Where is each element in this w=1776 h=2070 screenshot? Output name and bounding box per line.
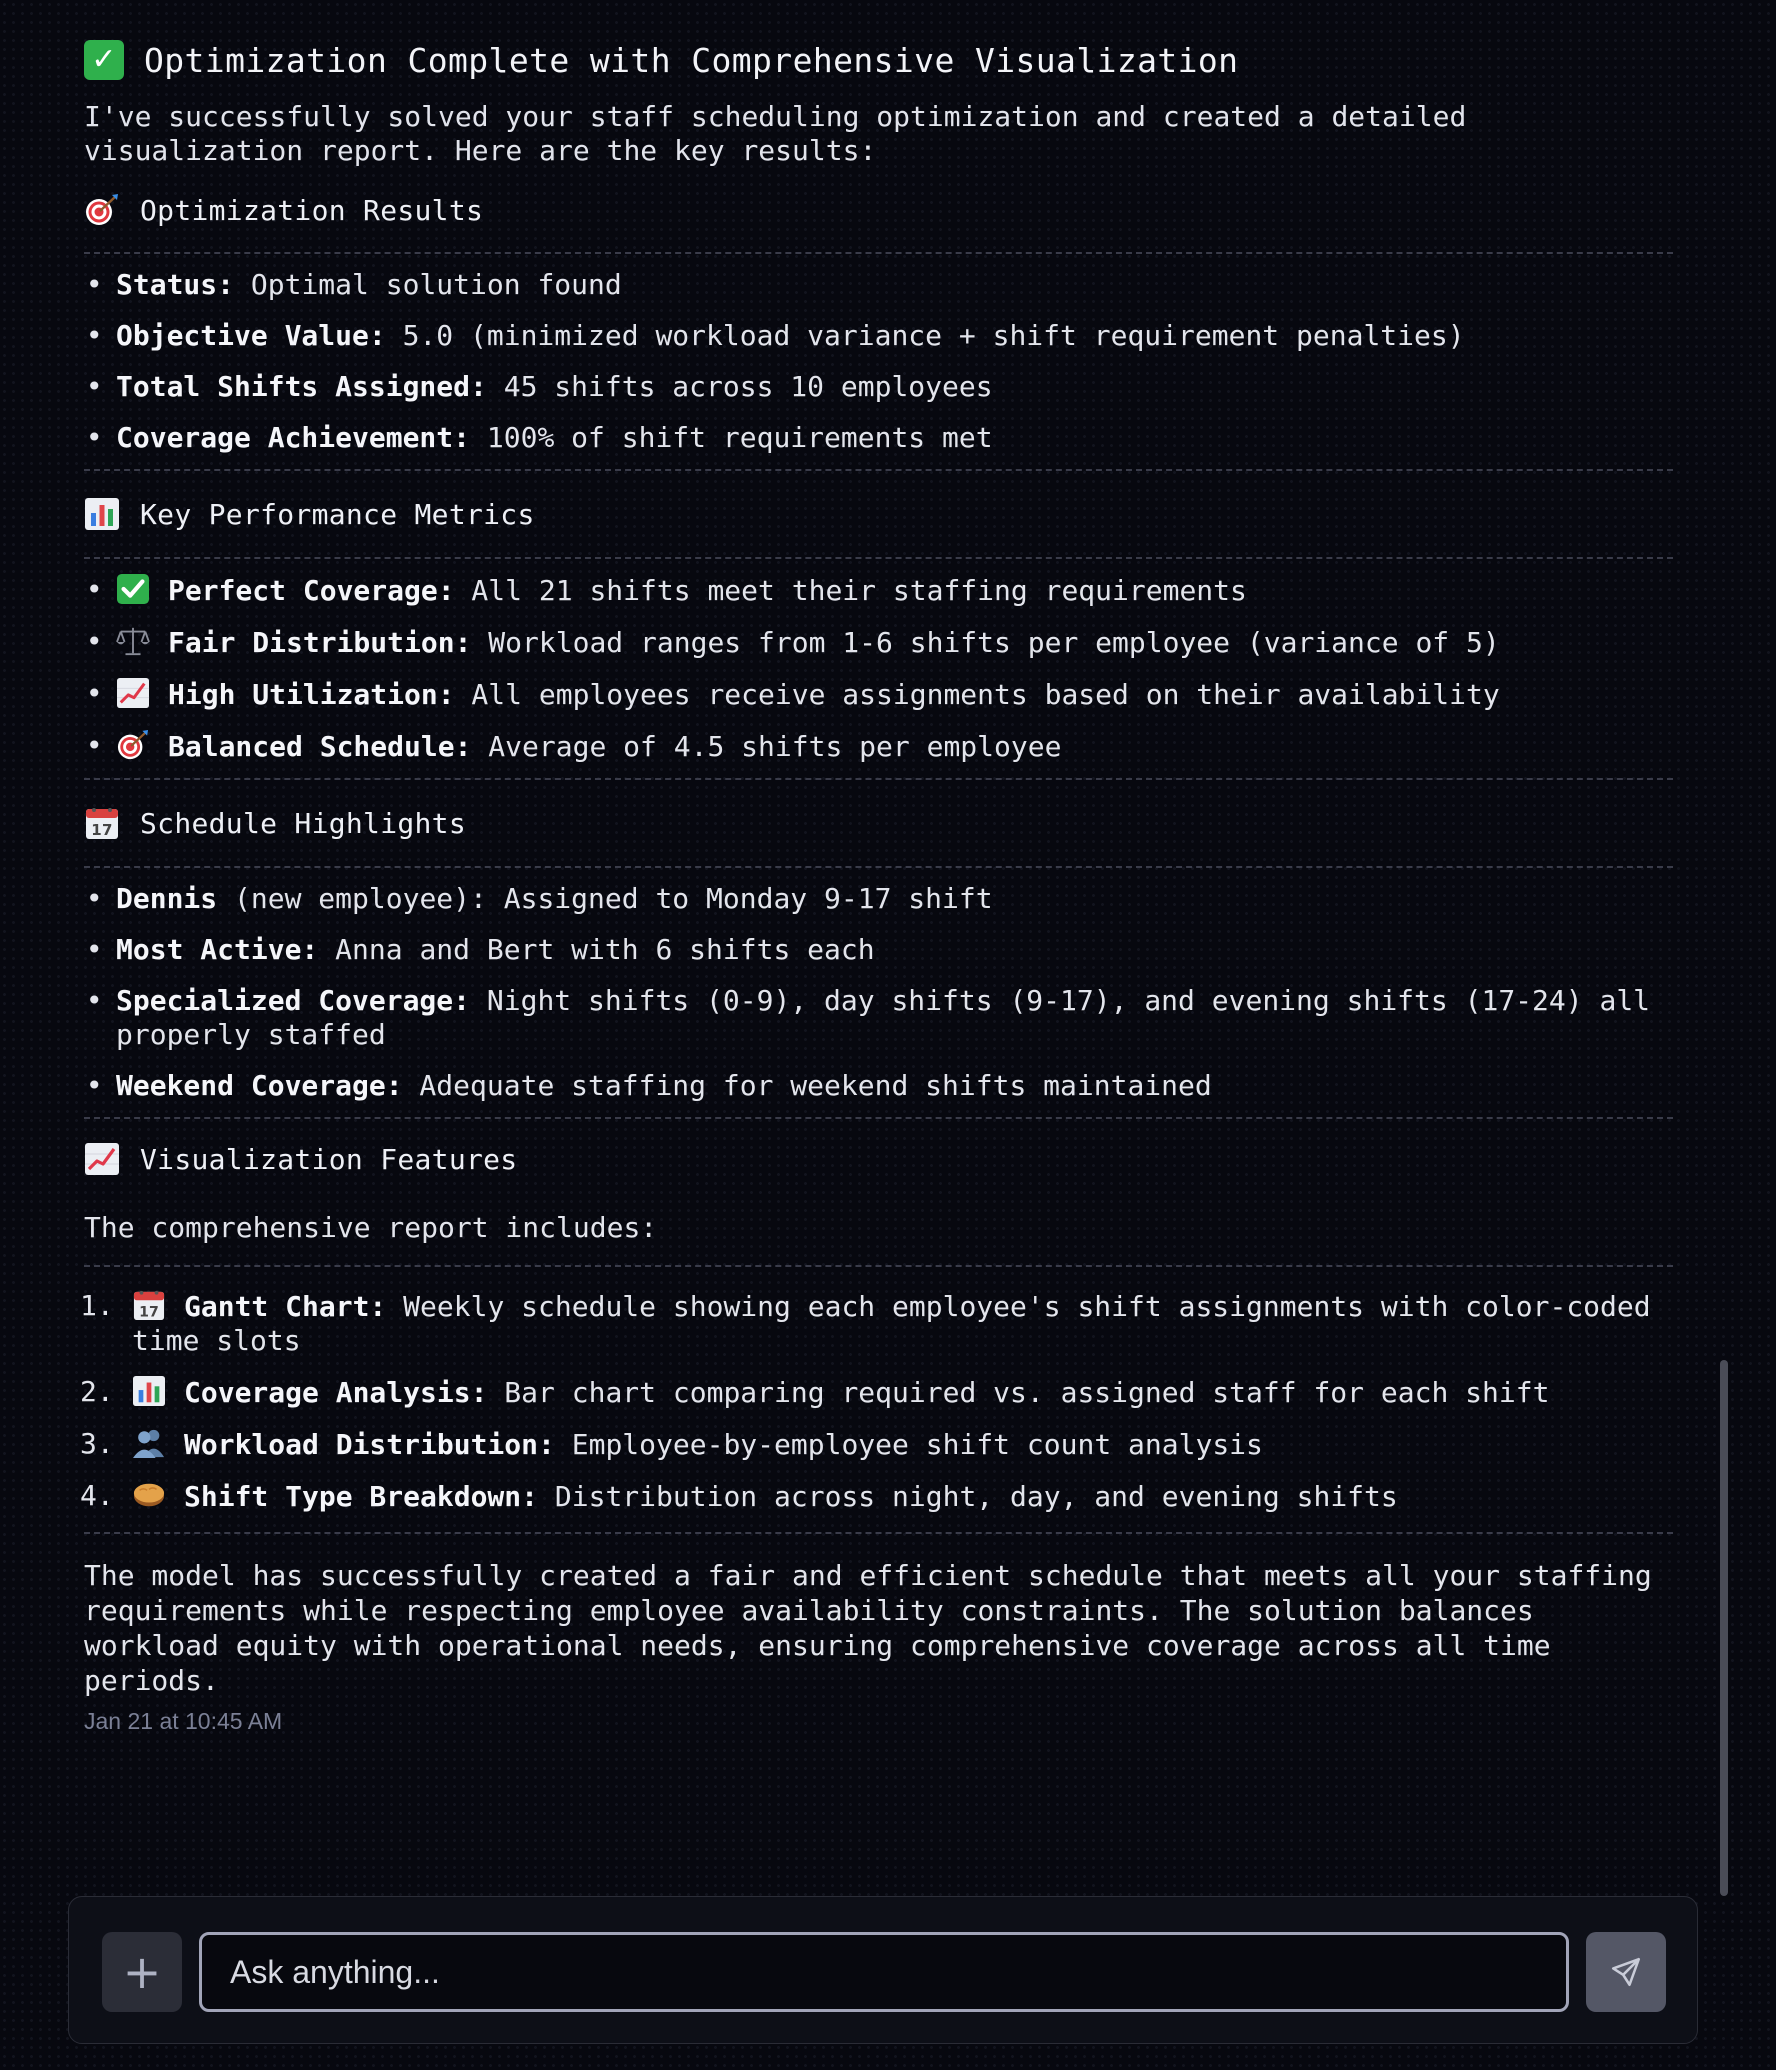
- closing-paragraph: The model has successfully created a fair and efficient schedule that meets all your staffing requirements while respecting employee availability constraints. The solution balances workload equity with operational needs, ensuring comprehensive coverage across all time periods.: [84, 1559, 1652, 1697]
- calendar-icon: [132, 1289, 166, 1321]
- list-item: [84, 268, 1673, 302]
- item-label: Most Active:: [116, 933, 319, 966]
- key-performance-metrics-list: [84, 559, 1673, 780]
- item-text: 100% of shift requirements met: [470, 421, 993, 454]
- item-text: Bar chart comparing required vs. assigned staff for each shift: [487, 1376, 1550, 1409]
- item-text: Optimal solution found: [234, 268, 622, 301]
- item-number: 2.: [80, 1375, 114, 1408]
- target-icon: [84, 193, 120, 227]
- scrollbar-thumb[interactable]: [1720, 1360, 1728, 1896]
- item-label: Shift Type Breakdown:: [184, 1480, 539, 1513]
- item-text: Adequate staffing for weekend shifts maintained: [402, 1069, 1212, 1102]
- list-item: [80, 1427, 1673, 1462]
- list-item: [84, 984, 1673, 1052]
- item-text: All employees receive assignments based on their availability: [454, 678, 1500, 711]
- item-text: 45 shifts across 10 employees: [486, 370, 993, 403]
- item-text: Workload ranges from 1-6 shifts per employee (variance of 5): [471, 626, 1500, 659]
- list-item: [84, 370, 1673, 404]
- list-item: [84, 319, 1673, 353]
- list-item: [84, 677, 1673, 712]
- section-title: Optimization Results: [140, 193, 484, 227]
- trending-up-icon: [84, 1142, 120, 1176]
- check-mark-icon: ✓: [84, 40, 124, 80]
- item-number: 4.: [80, 1479, 114, 1512]
- optimization-results-list: [84, 254, 1673, 471]
- section-heading-visualization-features: [84, 1119, 1673, 1199]
- section-title: Schedule Highlights: [140, 806, 466, 840]
- list-item: [84, 421, 1673, 455]
- item-label: Specialized Coverage:: [116, 984, 471, 1017]
- bar-chart-icon: [84, 497, 120, 531]
- item-text: 5.0 (minimized workload variance + shift requirement penalties): [385, 319, 1465, 352]
- message-title-text: Optimization Complete with Comprehensive Visualization: [144, 40, 1239, 80]
- list-item: [84, 625, 1673, 660]
- item-label: Perfect Coverage:: [168, 574, 455, 607]
- item-text: Night shifts (0-9), day shifts (9-17), and evening shifts (17-24) all properly staffed: [116, 984, 1651, 1051]
- pie-icon: [132, 1479, 166, 1511]
- item-label: Balanced Schedule:: [168, 730, 472, 763]
- trending-up-icon: [116, 677, 150, 709]
- item-label: Dennis: [116, 882, 218, 915]
- list-item: [80, 1289, 1673, 1358]
- calendar-icon: [84, 806, 120, 840]
- people-icon: [132, 1427, 166, 1459]
- list-item: [80, 1479, 1673, 1514]
- item-number: 3.: [80, 1427, 114, 1460]
- item-text: Weekly schedule showing each employee's shift assignments with color-coded time slots: [132, 1290, 1651, 1357]
- list-item: [84, 933, 1673, 967]
- bar-chart-icon: [132, 1375, 166, 1407]
- section-title: Visualization Features: [140, 1142, 518, 1176]
- list-item: [84, 729, 1673, 764]
- item-text: Anna and Bert with 6 shifts each: [318, 933, 875, 966]
- item-text: Employee-by-employee shift count analysis: [554, 1428, 1263, 1461]
- send-button[interactable]: [1586, 1932, 1666, 2012]
- chat-composer: [68, 1896, 1698, 2044]
- item-label: Objective Value:: [116, 319, 386, 352]
- item-label: Fair Distribution:: [168, 626, 472, 659]
- section-heading-schedule-highlights: [84, 780, 1673, 868]
- item-text: Distribution across night, day, and evening shifts: [538, 1480, 1398, 1513]
- item-number: 1.: [80, 1289, 114, 1322]
- chat-input[interactable]: [199, 1932, 1569, 2012]
- item-label: High Utilization:: [168, 678, 455, 711]
- item-label: Status:: [116, 268, 235, 301]
- list-item: [84, 573, 1673, 608]
- section-title: Key Performance Metrics: [140, 497, 535, 531]
- item-label: Gantt Chart:: [184, 1290, 387, 1323]
- item-label: Weekend Coverage:: [116, 1069, 403, 1102]
- plus-icon: +: [122, 1945, 162, 1999]
- send-icon: [1609, 1955, 1643, 1989]
- list-item: [84, 882, 1673, 916]
- visualization-features-list: [80, 1267, 1673, 1534]
- list-item: [84, 1069, 1673, 1103]
- balance-scale-icon: [116, 625, 150, 657]
- item-label: Total Shifts Assigned:: [116, 370, 487, 403]
- section-heading-key-performance-metrics: [84, 471, 1673, 559]
- item-text: All 21 shifts meet their staffing requirements: [454, 574, 1247, 607]
- message-title: [84, 32, 1673, 88]
- add-attachment-button[interactable]: [102, 1932, 182, 2012]
- item-label: Coverage Analysis:: [184, 1376, 488, 1409]
- item-text: (new employee): Assigned to Monday 9-17 shift: [217, 882, 993, 915]
- schedule-highlights-list: [84, 868, 1673, 1119]
- visualization-intro: The comprehensive report includes:: [84, 1199, 1673, 1267]
- item-label: Coverage Achievement:: [116, 421, 471, 454]
- intro-text: I've successfully solved your staff scheduling optimization and created a detailed visualization report. Here are the key results:: [84, 100, 1467, 167]
- target-icon: [116, 729, 150, 761]
- assistant-message: [80, 20, 1673, 1735]
- message-timestamp: Jan 21 at 10:45 AM: [84, 1708, 283, 1734]
- item-text: Average of 4.5 shifts per employee: [471, 730, 1062, 763]
- item-label: Workload Distribution:: [184, 1428, 555, 1461]
- section-heading-optimization-results: [84, 168, 1673, 254]
- check-mark-icon: [116, 573, 150, 605]
- list-item: [80, 1375, 1673, 1410]
